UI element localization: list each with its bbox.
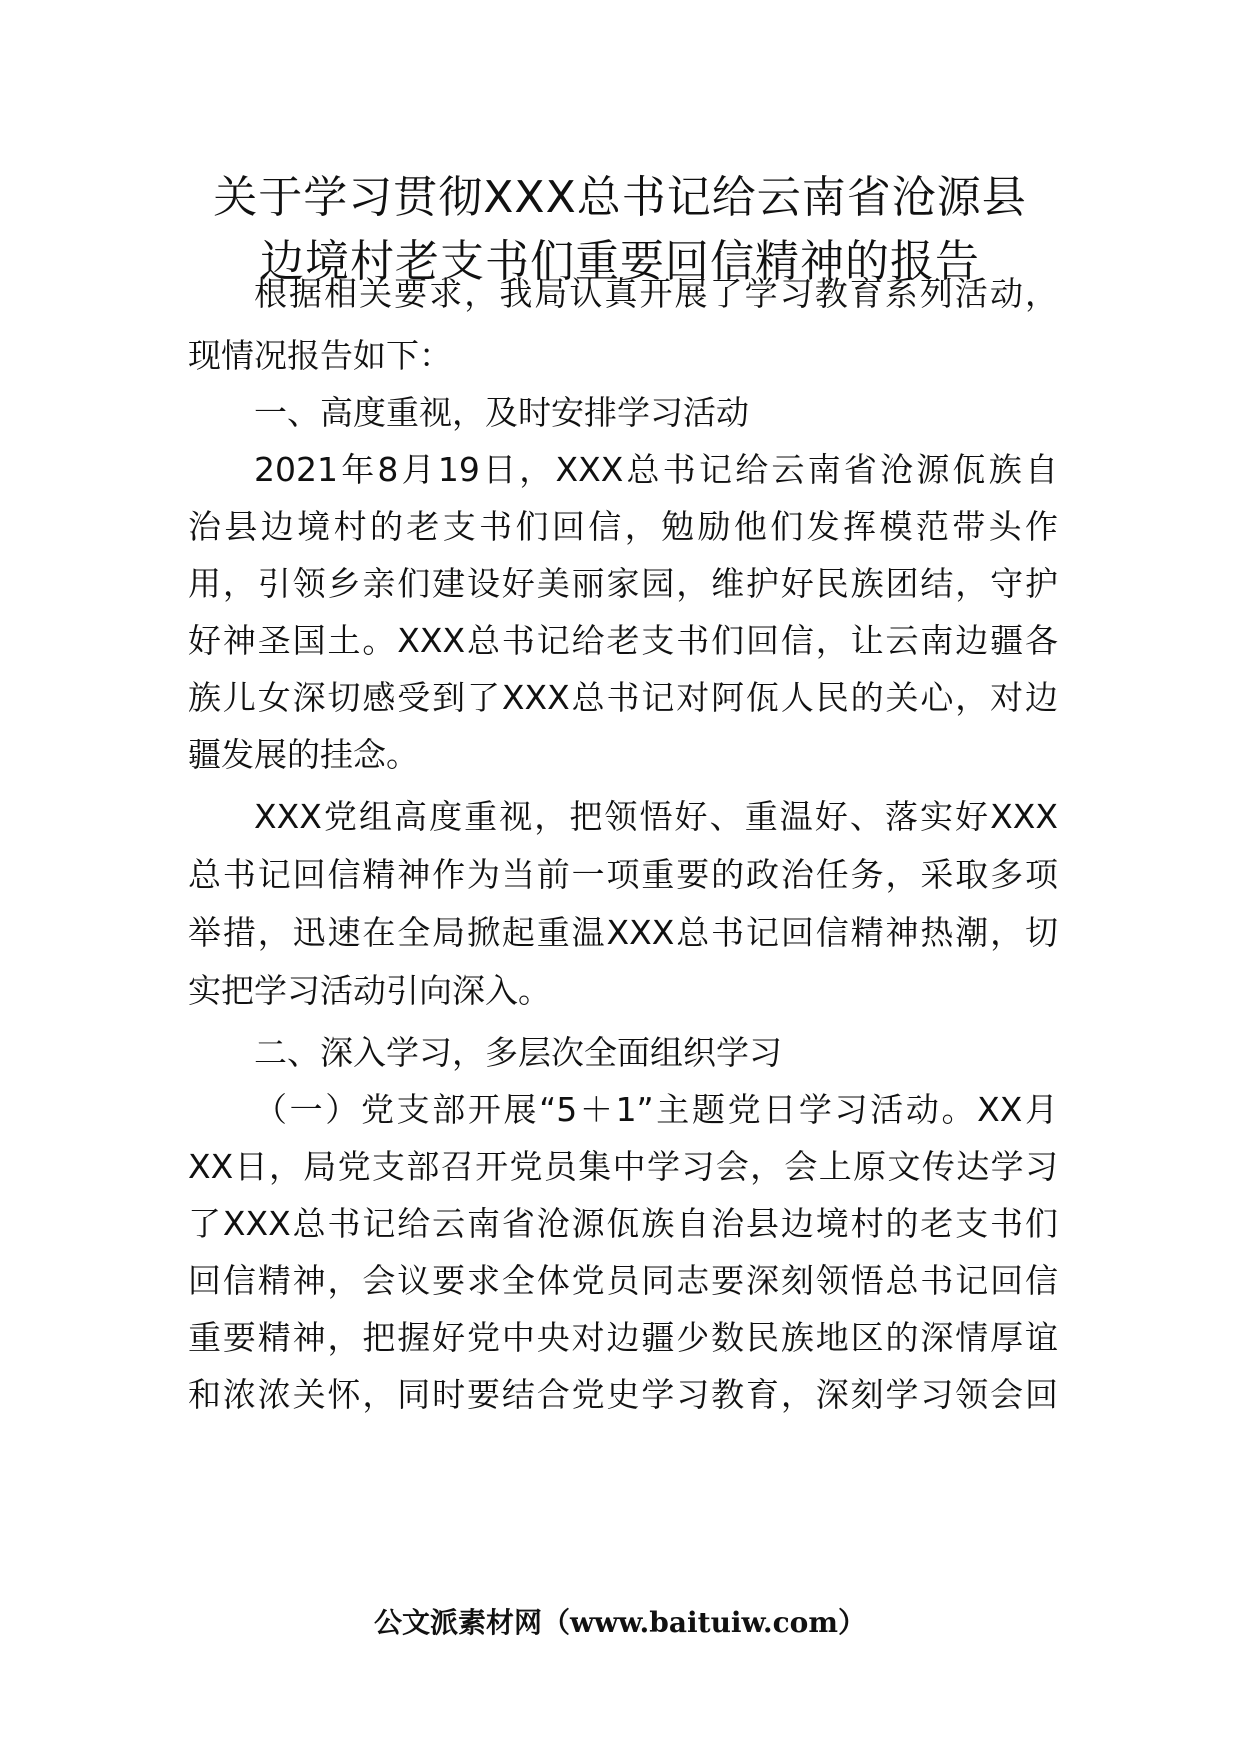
paragraph-3-line-5: 重要精神，把握好党中央对边疆少数民族地区的深情厚谊	[188, 1318, 1058, 1357]
document-title-line-1: 关于学习贯彻XXX总书记给云南省沧源县	[213, 172, 1027, 223]
paragraph-3-line-3: 了XXX总书记给云南省沧源佤族自治县边境村的老支书们	[188, 1204, 1058, 1243]
paragraph-2-line-2: 总书记回信精神作为当前一项重要的政治任务，采取多项	[188, 855, 1058, 894]
paragraph-1-line-4: 好神圣国土。XXX总书记给老支书们回信，让云南边疆各	[188, 621, 1058, 660]
paragraph-2-line-1: XXX党组高度重视，把领悟好、重温好、落实好XXX	[254, 797, 1058, 836]
paragraph-2-line-3: 举措，迅速在全局掀起重温XXX总书记回信精神热潮，切	[188, 913, 1058, 952]
paragraph-intro-line-2: 现情况报告如下：	[188, 336, 452, 375]
paragraph-1-line-6: 疆发展的挂念。	[188, 735, 419, 774]
section-heading-1: 一、高度重视，及时安排学习活动	[254, 393, 749, 432]
paragraph-3-line-2: XX日，局党支部召开党员集中学习会，会上原文传达学习	[188, 1147, 1058, 1186]
paragraph-1-line-1: 2021年8月19日，XXX总书记给云南省沧源佤族自	[254, 450, 1058, 489]
paragraph-1-line-2: 治县边境村的老支书们回信，勉励他们发挥模范带头作	[188, 507, 1058, 546]
paragraph-3-line-6: 和浓浓关怀，同时要结合党史学习教育，深刻学习领会回	[188, 1375, 1058, 1414]
paragraph-1-line-3: 用，引领乡亲们建设好美丽家园，维护好民族团结，守护	[188, 564, 1058, 603]
paragraph-1-line-5: 族儿女深切感受到了XXX总书记对阿佤人民的关心，对边	[188, 678, 1058, 717]
paragraph-3-line-4: 回信精神，会议要求全体党员同志要深刻领悟总书记回信	[188, 1261, 1058, 1300]
paragraph-intro-line-1: 根据相关要求，我局认真开展了学习教育系列活动，	[254, 274, 1058, 313]
paragraph-3-line-1: （一）党支部开展“5＋1”主题党日学习活动。XX月	[254, 1090, 1058, 1129]
section-heading-2: 二、深入学习，多层次全面组织学习	[254, 1033, 782, 1072]
paragraph-2-line-4: 实把学习活动引向深入。	[188, 971, 551, 1010]
document-title-line-2: 边境村老支书们重要回信精神的报告	[260, 236, 980, 287]
source-watermark-footer: 公文派素材网（www.baituiw.com）	[374, 1606, 866, 1639]
